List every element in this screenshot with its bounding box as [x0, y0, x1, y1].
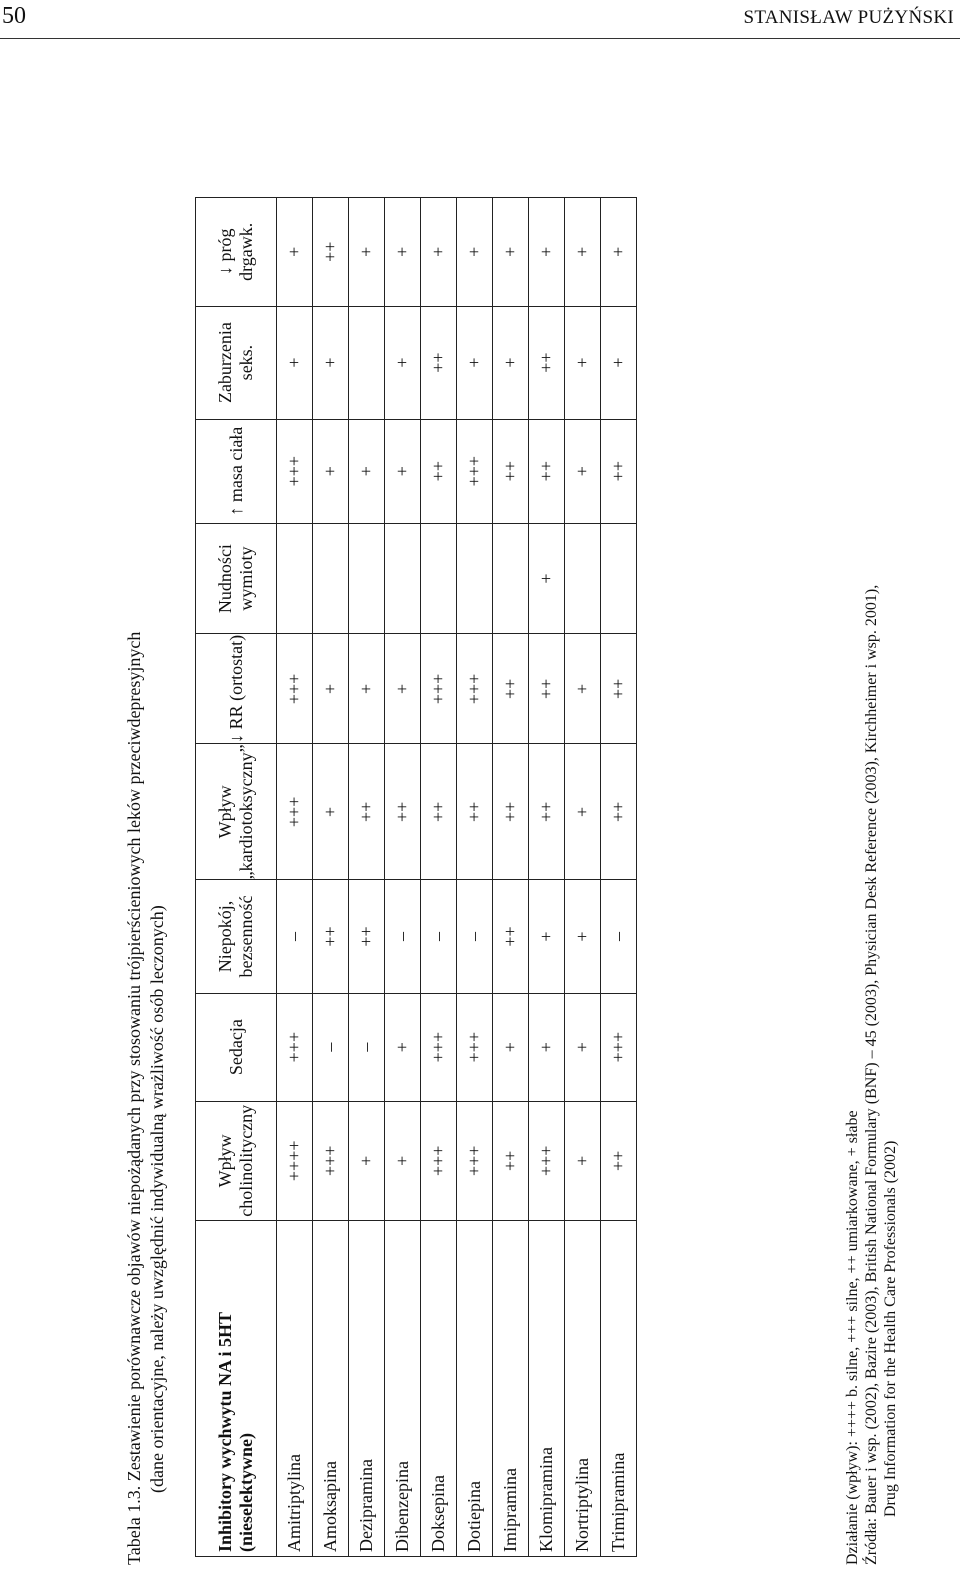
table-row — [493, 198, 529, 1557]
effect-cell: + — [529, 993, 565, 1101]
effect-cell: + — [277, 306, 313, 419]
effect-cell — [601, 523, 637, 634]
effect-cell: + — [565, 419, 601, 523]
drug-name-cell: Dezipramina — [349, 1220, 385, 1556]
effect-cell: + — [529, 198, 565, 307]
effect-cell: +++ — [457, 1101, 493, 1220]
effect-cell: + — [529, 523, 565, 634]
effect-cell: – — [313, 993, 349, 1101]
effect-cell: + — [601, 306, 637, 419]
effect-cell: ++ — [493, 419, 529, 523]
side-effects-table — [195, 197, 637, 1557]
effect-cell: ++ — [313, 198, 349, 307]
effect-cell: + — [565, 634, 601, 744]
effect-cell: ++ — [493, 744, 529, 880]
effect-cell: – — [457, 880, 493, 993]
rotated-table-region — [75, 70, 905, 1565]
column-header: ↓ RR (ortostat) — [196, 634, 277, 744]
effect-cell: + — [385, 306, 421, 419]
table-body — [277, 198, 637, 1557]
effect-cell — [421, 523, 457, 634]
effect-cell: +++ — [421, 634, 457, 744]
effect-cell: ++ — [601, 1101, 637, 1220]
effect-cell: + — [493, 306, 529, 419]
effect-cell: ++ — [421, 744, 457, 880]
drug-name-cell: Nortriptylina — [565, 1220, 601, 1556]
column-header: Nudności wymioty — [196, 523, 277, 634]
effect-cell: ++ — [421, 306, 457, 419]
column-header: Wpływ „kardiotoksyczny” — [196, 744, 277, 880]
effect-cell: + — [565, 1101, 601, 1220]
effect-cell: + — [313, 306, 349, 419]
effect-cell: – — [601, 880, 637, 993]
effect-cell: ++ — [313, 880, 349, 993]
effect-cell: +++ — [277, 744, 313, 880]
effect-cell: – — [277, 880, 313, 993]
footnotes — [843, 585, 900, 1565]
effect-cell: + — [349, 198, 385, 307]
column-header: Sedacja — [196, 993, 277, 1101]
footnote-legend: Działanie (wpływ): ++++ b. silne, +++ silne, ++ umiarkowane, + słabe — [844, 1110, 861, 1565]
effect-cell: ++ — [529, 306, 565, 419]
effect-cell: +++ — [457, 634, 493, 744]
effect-cell: – — [421, 880, 457, 993]
effect-cell: +++ — [421, 993, 457, 1101]
effect-cell — [457, 523, 493, 634]
table-row — [457, 198, 493, 1557]
drug-name-cell: Dibenzepina — [385, 1220, 421, 1556]
drug-name-cell: Imipramina — [493, 1220, 529, 1556]
effect-cell: + — [493, 993, 529, 1101]
effect-cell: – — [385, 880, 421, 993]
effect-cell — [349, 306, 385, 419]
table-row — [313, 198, 349, 1557]
drug-name-cell: Amoksapina — [313, 1220, 349, 1556]
effect-cell: – — [349, 993, 385, 1101]
effect-cell: + — [565, 744, 601, 880]
effect-cell: +++ — [277, 634, 313, 744]
effect-cell: + — [565, 198, 601, 307]
effect-cell: ++ — [529, 634, 565, 744]
effect-cell: ++ — [493, 880, 529, 993]
header-rule — [0, 38, 960, 39]
effect-cell: + — [349, 419, 385, 523]
page-number: 50 — [2, 3, 26, 29]
drug-name-cell: Doksepina — [421, 1220, 457, 1556]
column-header: ↓ próg drgawk. — [196, 198, 277, 307]
effect-cell: + — [565, 880, 601, 993]
effect-cell: +++ — [529, 1101, 565, 1220]
table-header-row — [196, 198, 277, 1557]
effect-cell — [565, 523, 601, 634]
column-header: ↑ masa ciała — [196, 419, 277, 523]
effect-cell: + — [313, 419, 349, 523]
effect-cell: + — [457, 306, 493, 419]
table-row — [385, 198, 421, 1557]
effect-cell: +++ — [457, 993, 493, 1101]
drug-name-cell: Amitriptylina — [277, 1220, 313, 1556]
table-row — [277, 198, 313, 1557]
column-header: Wpływ cholinolityczny — [196, 1101, 277, 1220]
effect-cell: + — [277, 198, 313, 307]
table-row — [421, 198, 457, 1557]
effect-cell: + — [565, 306, 601, 419]
effect-cell: +++ — [277, 993, 313, 1101]
effect-cell: +++ — [421, 1101, 457, 1220]
effect-cell: +++ — [601, 993, 637, 1101]
effect-cell: ++ — [529, 419, 565, 523]
effect-cell: + — [313, 634, 349, 744]
footnote-sources: Źródła: Bauer i wsp. (2002), Bazire (2003), British National Formulary (BNF) – 45 (2003), Physician Desk Reference (2003), Kirchheimer i wsp. 2001), — [863, 584, 880, 1565]
table-row — [349, 198, 385, 1557]
effect-cell: + — [385, 198, 421, 307]
drug-name-cell: Dotiepina — [457, 1220, 493, 1556]
effect-cell: + — [385, 993, 421, 1101]
column-header: Niepokój, bezsenność — [196, 880, 277, 993]
effect-cell: + — [421, 198, 457, 307]
effect-cell — [313, 523, 349, 634]
effect-cell: +++ — [277, 419, 313, 523]
effect-cell: ++ — [601, 634, 637, 744]
caption-line-1: Tabela 1.3. Zestawienie porównawcze objawów niepożądanych przy stosowaniu trójpierścieniowych leków przeciwdepresyjnych — [124, 631, 144, 1565]
effect-cell: + — [565, 993, 601, 1101]
effect-cell: ++ — [457, 744, 493, 880]
effect-cell: ++ — [421, 419, 457, 523]
effect-cell: + — [313, 744, 349, 880]
effect-cell: + — [349, 634, 385, 744]
effect-cell — [385, 523, 421, 634]
effect-cell: ++++ — [277, 1101, 313, 1220]
effect-cell: + — [349, 1101, 385, 1220]
running-head: STANISŁAW PUŻYŃSKI — [743, 7, 954, 28]
effect-cell — [493, 523, 529, 634]
table-wrapper — [195, 197, 637, 1557]
effect-cell: ++ — [493, 634, 529, 744]
effect-cell: + — [529, 880, 565, 993]
effect-cell: ++ — [493, 1101, 529, 1220]
effect-cell: + — [493, 198, 529, 307]
drug-name-cell: Klomipramina — [529, 1220, 565, 1556]
effect-cell: ++ — [601, 419, 637, 523]
group-header: Inhibitory wychwytu NA i 5HT (nieselektywne) — [196, 1220, 277, 1556]
caption-line-2: (dane orientacyjne, należy uwzględnić indywidualną wrażliwość osób leczonych) — [147, 905, 167, 1493]
drug-name-cell: Trimipramina — [601, 1220, 637, 1556]
effect-cell: ++ — [385, 744, 421, 880]
table-row — [565, 198, 601, 1557]
table-row — [529, 198, 565, 1557]
footnote-sources-continued: Drug Information for the Health Care Professionals (2002) — [882, 1140, 899, 1517]
effect-cell: + — [385, 419, 421, 523]
effect-cell: +++ — [313, 1101, 349, 1220]
effect-cell: ++ — [349, 880, 385, 993]
effect-cell: +++ — [457, 419, 493, 523]
effect-cell: + — [601, 198, 637, 307]
effect-cell: + — [457, 198, 493, 307]
effect-cell: ++ — [349, 744, 385, 880]
effect-cell: ++ — [601, 744, 637, 880]
table-caption — [123, 75, 169, 1565]
column-header: Zaburzenia seks. — [196, 306, 277, 419]
effect-cell — [277, 523, 313, 634]
effect-cell — [349, 523, 385, 634]
table-row — [601, 198, 637, 1557]
effect-cell: + — [385, 634, 421, 744]
effect-cell: ++ — [529, 744, 565, 880]
effect-cell: + — [385, 1101, 421, 1220]
